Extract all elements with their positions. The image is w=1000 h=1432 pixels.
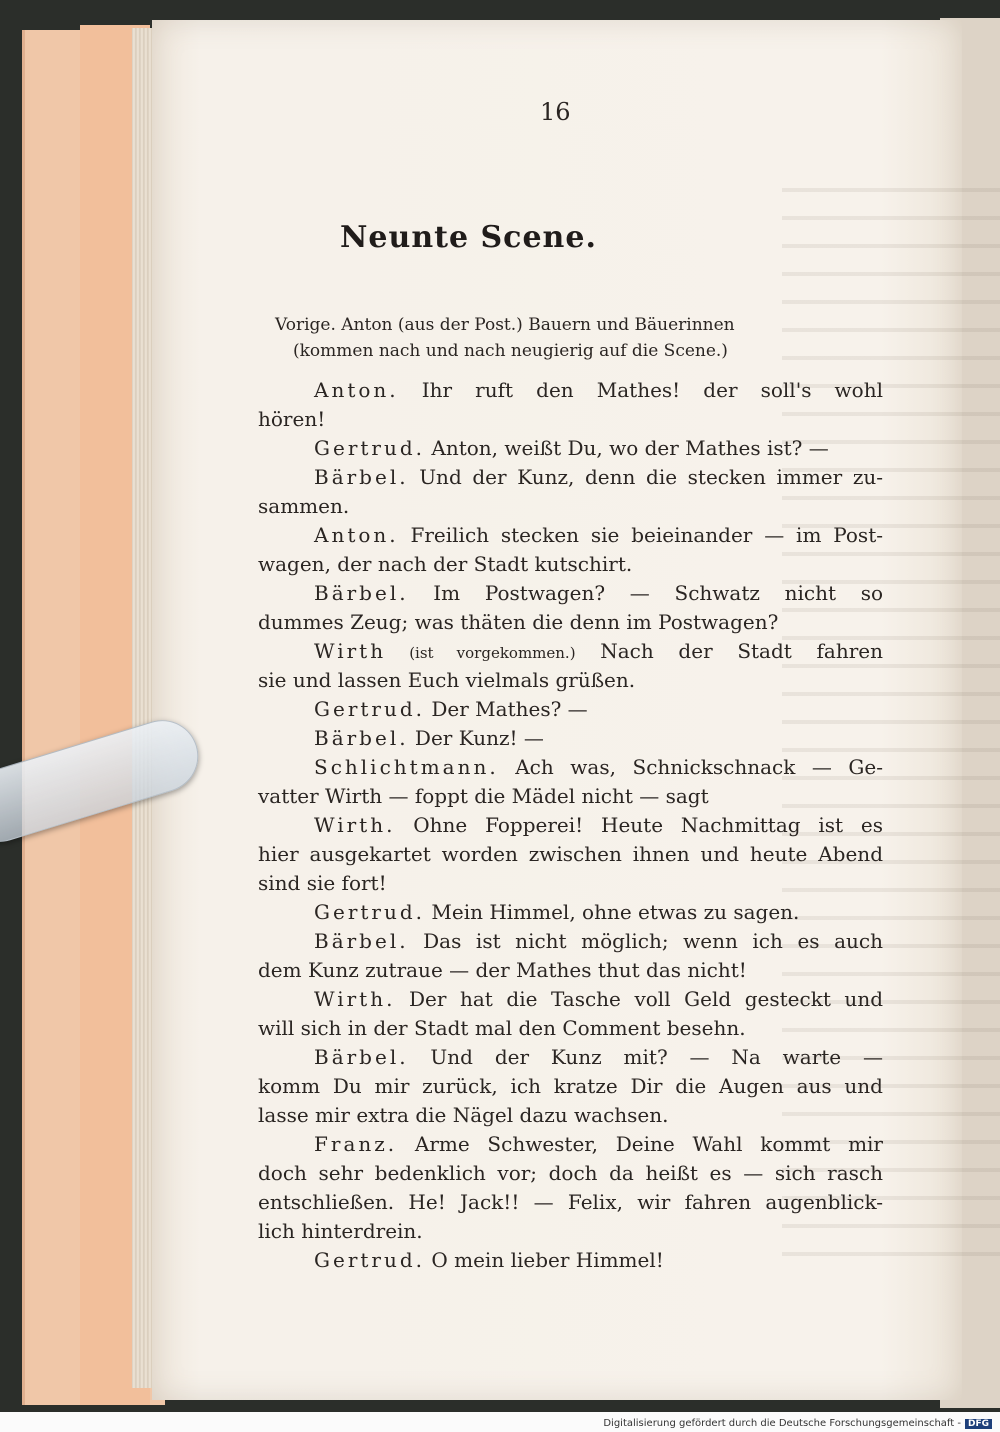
line-text: lich hinterdrein. [258,1219,423,1243]
text-line [258,521,883,550]
line-text: Das ist nicht möglich; wenn ich es auch [408,929,883,953]
dfg-logo: DFG [965,1419,992,1429]
text-line [258,492,883,521]
text-line [258,811,883,840]
speaker-name: Gertrud. [314,697,426,721]
line-text: Arme Schwester, Deine Wahl kommt mir [397,1132,883,1156]
text-line [258,898,883,927]
speaker-name: Gertrud. [314,900,426,924]
line-text: sie und lassen Euch vielmals grüßen. [258,668,636,692]
text-line [258,1043,883,1072]
speaker-name: Bärbel. [314,726,409,750]
text-line [258,1217,883,1246]
speaker-name: Bärbel. [314,1045,409,1069]
text-line [258,1072,883,1101]
line-text: komm Du mir zurück, ich kratze Dir die Augen aus und [258,1074,883,1098]
line-text: Freilich stecken sie beieinander — im Post- [398,523,883,547]
speaker-name: Bärbel. [314,929,409,953]
text-line [258,1014,883,1043]
line-text: dem Kunz zutraue — der Mathes thut das nicht! [258,958,747,982]
line-text: hier ausgekartet worden zwischen ihnen und heute Abend [258,842,883,866]
scene-heading: Neunte Scene. [340,220,597,255]
speaker-name: Anton. [314,523,399,547]
line-text: Und der Kunz, denn die stecken immer zu- [408,465,883,489]
line-text: O mein lieber Himmel! [425,1248,664,1272]
speaker-name: Wirth. [314,813,396,837]
line-text: Im Postwagen? — Schwatz nicht so [408,581,883,605]
stage-direction [275,312,875,364]
text-line [258,434,883,463]
speaker-name: Gertrud. [314,436,426,460]
line-text: Der Mathes? — [425,697,588,721]
stage-note: (ist vorgekommen.) [386,644,576,662]
page-number: 16 [540,98,571,126]
text-line [258,1188,883,1217]
text-line [258,666,883,695]
dialogue-text [258,376,883,1275]
speaker-name: Gertrud. [314,1248,426,1272]
stage-direction-line: Vorige. Anton (aus der Post.) Bauern und Bäuerinnen [275,315,735,335]
line-text: Der Kunz! — [408,726,544,750]
text-line [258,1246,883,1275]
speaker-name: Wirth [314,639,387,663]
line-text: sammen. [258,494,350,518]
speaker-name: Anton. [314,378,399,402]
text-line [258,1130,883,1159]
line-text: hören! [258,407,326,431]
line-text: vatter Wirth — foppt die Mädel nicht — sagt [258,784,709,808]
text-line [258,927,883,956]
text-line [258,753,883,782]
text-line [258,1159,883,1188]
line-text: Ohne Fopperei! Heute Nachmittag ist es [395,813,883,837]
text-line [258,1101,883,1130]
line-text: lasse mir extra die Nägel dazu wachsen. [258,1103,669,1127]
line-text: dummes Zeug; was thäten die denn im Postwagen? [258,610,779,634]
footer-credit [603,1418,992,1429]
line-text: Nach der Stadt fahren [575,639,883,663]
stage-direction-line: (kommen nach und nach neugierig auf die Scene.) [293,341,728,361]
speaker-name: Franz. [314,1132,398,1156]
line-text: wagen, der nach der Stadt kutschirt. [258,552,633,576]
text-line [258,782,883,811]
speaker-name: Bärbel. [314,465,409,489]
line-text: will sich in der Stadt mal den Comment besehn. [258,1016,746,1040]
text-line [258,724,883,753]
text-line [258,463,883,492]
footer-credit-text: Digitalisierung gefördert durch die Deutsche Forschungsgemeinschaft - [603,1418,961,1429]
text-line [258,956,883,985]
line-text: doch sehr bedenklich vor; doch da heißt es — sich rasch [258,1161,883,1185]
text-line [258,695,883,724]
line-text: Mein Himmel, ohne etwas zu sagen. [425,900,800,924]
text-line [258,550,883,579]
text-line [258,869,883,898]
line-text: entschließen. He! Jack!! — Felix, wir fahren augenblick- [258,1190,883,1214]
line-text: Anton, weißt Du, wo der Mathes ist? — [425,436,829,460]
text-line [258,405,883,434]
line-text: Ihr ruft den Mathes! der soll's wohl [398,378,883,402]
text-line [258,376,883,405]
speaker-name: Schlichtmann. [314,755,499,779]
text-line [258,608,883,637]
text-line [258,579,883,608]
line-text: Ach was, Schnickschnack — Ge- [498,755,883,779]
line-text: sind sie fort! [258,871,387,895]
text-line [258,637,883,666]
text-line [258,985,883,1014]
speaker-name: Bärbel. [314,581,409,605]
line-text: Und der Kunz mit? — Na warte — [408,1045,883,1069]
text-line [258,840,883,869]
line-text: Der hat die Tasche voll Geld gesteckt und [395,987,883,1011]
speaker-name: Wirth. [314,987,396,1011]
